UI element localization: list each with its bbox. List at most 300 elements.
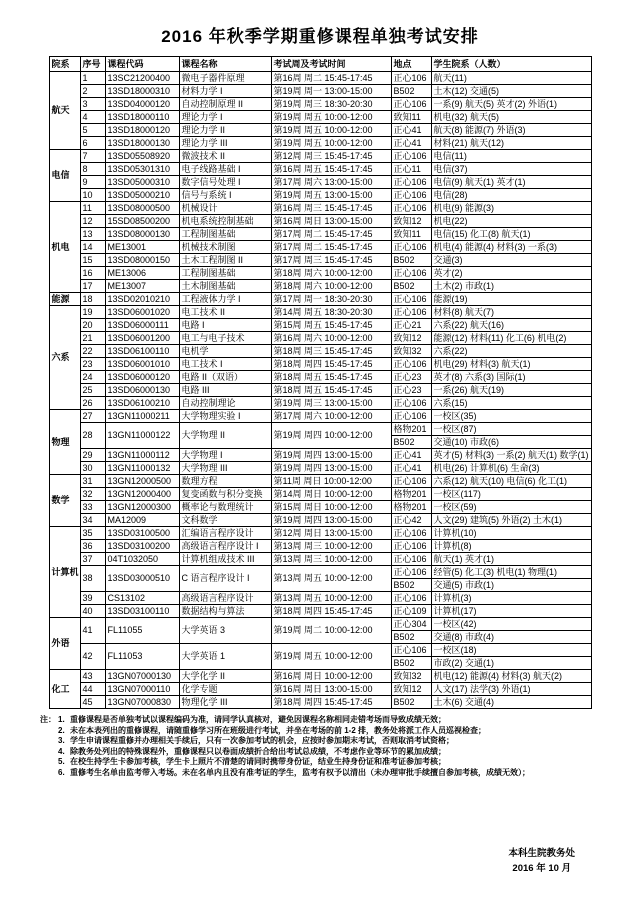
course-code-cell: 13SD06000111 xyxy=(105,319,179,332)
students-cell: 交通(5) 市政(1) xyxy=(431,579,591,592)
students-cell: 土木(2) 市政(1) xyxy=(431,280,591,293)
table-body xyxy=(49,72,591,709)
table-row xyxy=(49,280,591,293)
exam-time-cell: 第19周 周二 10:00-12:00 xyxy=(271,618,391,644)
note-item xyxy=(40,768,600,779)
seq-cell: 19 xyxy=(80,306,105,319)
students-cell: 机电(12) 能源(4) 材料(3) 航天(2) xyxy=(431,670,591,683)
seq-cell: 10 xyxy=(80,189,105,202)
exam-time-cell: 第14周 周日 10:00-12:00 xyxy=(271,488,391,501)
course-name-cell: 材料力学 I xyxy=(179,85,271,98)
location-cell: 致知12 xyxy=(391,332,431,345)
course-code-cell: 13SD08000500 xyxy=(105,202,179,215)
course-code-cell: MA12009 xyxy=(105,514,179,527)
table-row xyxy=(49,358,591,371)
location-cell: 正心106 xyxy=(391,293,431,306)
dept-cell: 数学 xyxy=(49,475,80,527)
location-cell: B502 xyxy=(391,280,431,293)
course-name-cell: C 语言程序设计 I xyxy=(179,566,271,592)
dept-cell: 机电 xyxy=(49,202,80,293)
location-cell: B502 xyxy=(391,436,431,449)
location-cell: 正心106 xyxy=(391,72,431,85)
students-cell: 一校区(35) xyxy=(431,410,591,423)
course-code-cell: 13GN07000110 xyxy=(105,683,179,696)
location-cell: 正心41 xyxy=(391,449,431,462)
note-number: 6. xyxy=(58,767,65,777)
course-name-cell: 电工技术 I xyxy=(179,358,271,371)
course-name-cell: 电工与电子技术 xyxy=(179,332,271,345)
seq-cell: 6 xyxy=(80,137,105,150)
exam-time-cell: 第19周 周四 10:00-12:00 xyxy=(271,423,391,449)
dept-cell: 物理 xyxy=(49,410,80,475)
seq-cell: 7 xyxy=(80,150,105,163)
note-number: 1. xyxy=(58,715,65,724)
location-cell: 正心106 xyxy=(391,553,431,566)
course-name-cell: 自动控制原理 II xyxy=(179,98,271,111)
location-cell: 致知32 xyxy=(391,670,431,683)
students-cell: 英才(8) 六系(3) 国际(1) xyxy=(431,371,591,384)
course-name-cell: 数字信号处理 I xyxy=(179,176,271,189)
students-cell: 人文(29) 建筑(5) 外语(2) 土木(1) xyxy=(431,514,591,527)
note-text: 学生申请课程重修并办理相关手续后，只有一次参加考试的机会，应按时参加期末考试，否则取消考试资格； xyxy=(70,736,454,745)
course-name-cell: 大学物理实验 I xyxy=(179,410,271,423)
table-row xyxy=(49,644,591,657)
column-header: 地点 xyxy=(391,57,431,72)
table-row xyxy=(49,319,591,332)
students-cell: 一校区(59) xyxy=(431,501,591,514)
course-name-cell: 大学英语 3 xyxy=(179,618,271,644)
exam-time-cell: 第17周 周二 15:45-17:45 xyxy=(271,241,391,254)
table-row xyxy=(49,124,591,137)
note-item xyxy=(40,757,600,768)
exam-time-cell: 第12周 周三 15:45-17:45 xyxy=(271,150,391,163)
table-row xyxy=(49,150,591,163)
students-cell: 一校区(18) xyxy=(431,644,591,657)
location-cell: 正心106 xyxy=(391,410,431,423)
exam-time-cell: 第17周 周六 10:00-12:00 xyxy=(271,410,391,423)
students-cell: 土木(6) 交通(4) xyxy=(431,696,591,709)
exam-time-cell: 第16周 周日 10:00-12:00 xyxy=(271,670,391,683)
table-row xyxy=(49,137,591,150)
course-code-cell: 13SD18000120 xyxy=(105,124,179,137)
exam-time-cell: 第16周 周六 10:00-12:00 xyxy=(271,332,391,345)
seq-cell: 35 xyxy=(80,527,105,540)
location-cell: 正心106 xyxy=(391,241,431,254)
table-row xyxy=(49,72,591,85)
page-title: 2016 年秋季学期重修课程单独考试安排 xyxy=(161,27,479,46)
seq-cell: 36 xyxy=(80,540,105,553)
course-code-cell: 13GN07000830 xyxy=(105,696,179,709)
exam-time-cell: 第11周 周日 10:00-12:00 xyxy=(271,475,391,488)
table-row xyxy=(49,618,591,631)
students-cell: 六系(22) 航天(16) xyxy=(431,319,591,332)
course-code-cell: 13SD05000210 xyxy=(105,189,179,202)
students-cell: 六系(12) 航天(10) 电信(6) 化工(1) xyxy=(431,475,591,488)
course-name-cell: 高级语言程序设计 I xyxy=(179,540,271,553)
course-code-cell: 04T1032050 xyxy=(105,553,179,566)
course-name-cell: 微波技术 II xyxy=(179,150,271,163)
course-name-cell: 自动控制理论 xyxy=(179,397,271,410)
course-name-cell: 电路 III xyxy=(179,384,271,397)
table-row xyxy=(49,449,591,462)
course-name-cell: 微电子器件原理 xyxy=(179,72,271,85)
students-cell: 电信(15) 化工(8) 航天(1) xyxy=(431,228,591,241)
location-cell: 正心106 xyxy=(391,358,431,371)
students-cell: 航天(11) xyxy=(431,72,591,85)
column-header: 课程代码 xyxy=(105,57,179,72)
exam-time-cell: 第16周 周五 15:45-17:45 xyxy=(271,163,391,176)
note-text: 除教务处列出的特殊课程外，重修课程只以卷面成绩折合给出考试总成绩，不考虑作业等环节的累加成绩； xyxy=(70,746,446,756)
course-code-cell: 13SD06000120 xyxy=(105,371,179,384)
course-name-cell: 计算机组成技术 III xyxy=(179,553,271,566)
course-code-cell: ME13007 xyxy=(105,280,179,293)
column-header: 考试周及考试时间 xyxy=(271,57,391,72)
notes-list xyxy=(40,715,600,778)
location-cell: 正心304 xyxy=(391,618,431,631)
exam-time-cell: 第16周 周日 13:00-15:00 xyxy=(271,215,391,228)
exam-time-cell: 第17周 周六 13:00-15:00 xyxy=(271,176,391,189)
notes-section xyxy=(40,715,600,778)
course-code-cell: 13GN12000400 xyxy=(105,488,179,501)
table-row xyxy=(49,566,591,579)
students-cell: 航天(8) 能源(7) 外语(3) xyxy=(431,124,591,137)
location-cell: B502 xyxy=(391,696,431,709)
column-header: 院系 xyxy=(49,57,80,72)
table-row xyxy=(49,111,591,124)
course-code-cell: CS13102 xyxy=(105,592,179,605)
course-name-cell: 数理方程 xyxy=(179,475,271,488)
seq-cell: 3 xyxy=(80,98,105,111)
seq-cell: 34 xyxy=(80,514,105,527)
course-code-cell: 13SD02010210 xyxy=(105,293,179,306)
students-cell: 航天(1) 英才(1) xyxy=(431,553,591,566)
table-row xyxy=(49,683,591,696)
course-code-cell: 13SD05301310 xyxy=(105,163,179,176)
course-code-cell: ME13001 xyxy=(105,241,179,254)
course-name-cell: 信号与系统 I xyxy=(179,189,271,202)
course-name-cell: 工程制图基础 xyxy=(179,267,271,280)
seq-cell: 20 xyxy=(80,319,105,332)
table-row xyxy=(49,241,591,254)
column-header: 序号 xyxy=(80,57,105,72)
location-cell: 正心106 xyxy=(391,202,431,215)
course-name-cell: 大学物理 III xyxy=(179,462,271,475)
exam-time-cell: 第19周 周四 13:00-15:00 xyxy=(271,462,391,475)
table-row xyxy=(49,228,591,241)
students-cell: 交通(10) 市政(6) xyxy=(431,436,591,449)
course-name-cell: 汇编语言程序设计 xyxy=(179,527,271,540)
location-cell: 格物201 xyxy=(391,488,431,501)
seq-cell: 30 xyxy=(80,462,105,475)
course-code-cell: 13SD03100200 xyxy=(105,540,179,553)
course-code-cell: 13SD05508920 xyxy=(105,150,179,163)
location-cell: 正心41 xyxy=(391,124,431,137)
course-code-cell: 13SD03100110 xyxy=(105,605,179,618)
table-row xyxy=(49,215,591,228)
location-cell: 正心21 xyxy=(391,319,431,332)
course-code-cell: 13SD06000130 xyxy=(105,384,179,397)
course-code-cell: 13SD18000310 xyxy=(105,85,179,98)
course-name-cell: 大学英语 1 xyxy=(179,644,271,670)
course-code-cell: 13SD05000310 xyxy=(105,176,179,189)
course-code-cell: 13SD06100210 xyxy=(105,397,179,410)
course-name-cell: 概率论与数理统计 xyxy=(179,501,271,514)
exam-time-cell: 第17周 周一 18:30-20:30 xyxy=(271,293,391,306)
students-cell: 英才(5) 材料(3) 一系(2) 航天(1) 数学(1) xyxy=(431,449,591,462)
exam-time-cell: 第14周 周五 18:30-20:30 xyxy=(271,306,391,319)
course-name-cell: 大学物理 I xyxy=(179,449,271,462)
students-cell: 交通(3) xyxy=(431,254,591,267)
location-cell: 正心106 xyxy=(391,397,431,410)
course-name-cell: 大学化学 II xyxy=(179,670,271,683)
course-name-cell: 理论力学 III xyxy=(179,137,271,150)
course-name-cell: 电路 I xyxy=(179,319,271,332)
exam-schedule-table xyxy=(49,56,592,709)
students-cell: 人文(17) 法学(3) 外语(1) xyxy=(431,683,591,696)
course-code-cell: 13SD18000130 xyxy=(105,137,179,150)
course-code-cell: FL11055 xyxy=(105,618,179,644)
seq-cell: 24 xyxy=(80,371,105,384)
course-code-cell: 13SD08000150 xyxy=(105,254,179,267)
exam-time-cell: 第19周 周三 18:30-20:30 xyxy=(271,98,391,111)
course-name-cell: 工程液体力学 I xyxy=(179,293,271,306)
students-cell: 一校区(42) xyxy=(431,618,591,631)
students-cell: 土木(12) 交通(5) xyxy=(431,85,591,98)
seq-cell: 31 xyxy=(80,475,105,488)
location-cell: 正心41 xyxy=(391,137,431,150)
seq-cell: 4 xyxy=(80,111,105,124)
location-cell: 正心106 xyxy=(391,527,431,540)
seq-cell: 1 xyxy=(80,72,105,85)
seq-cell: 11 xyxy=(80,202,105,215)
students-cell: 一系(26) 航天(19) xyxy=(431,384,591,397)
course-code-cell: 13SD06001200 xyxy=(105,332,179,345)
exam-time-cell: 第18周 周五 15:45-17:45 xyxy=(271,384,391,397)
table-row xyxy=(49,267,591,280)
location-cell: B502 xyxy=(391,254,431,267)
exam-time-cell: 第18周 周四 15:45-17:45 xyxy=(271,696,391,709)
seq-cell: 5 xyxy=(80,124,105,137)
note-text: 在校生持学生卡参加考核，学生卡上照片不清楚的请同时携带身份证，结业生持身份证和准考证参加考核； xyxy=(70,757,446,766)
students-cell: 一校区(117) xyxy=(431,488,591,501)
exam-time-cell: 第18周 周四 15:45-17:45 xyxy=(271,358,391,371)
students-cell: 机电(26) 计算机(6) 生命(3) xyxy=(431,462,591,475)
table-row xyxy=(49,540,591,553)
column-header: 课程名称 xyxy=(179,57,271,72)
table-row xyxy=(49,254,591,267)
course-code-cell: 13GN12000300 xyxy=(105,501,179,514)
header-row xyxy=(49,57,591,72)
dept-cell: 外语 xyxy=(49,618,80,670)
table-row xyxy=(49,371,591,384)
students-cell: 机电(9) 能源(3) xyxy=(431,202,591,215)
table-row xyxy=(49,696,591,709)
dept-cell: 航天 xyxy=(49,72,80,150)
table-row xyxy=(49,85,591,98)
location-cell: 正心106 xyxy=(391,306,431,319)
table-row xyxy=(49,202,591,215)
course-code-cell: 13SD06100110 xyxy=(105,345,179,358)
note-prefix: 注： xyxy=(40,715,56,724)
exam-time-cell: 第17周 周二 15:45-17:45 xyxy=(271,228,391,241)
course-name-cell: 工程制图基础 xyxy=(179,228,271,241)
table-row xyxy=(49,163,591,176)
location-cell: 正心106 xyxy=(391,592,431,605)
students-cell: 经管(5) 化工(3) 机电(1) 物理(1) xyxy=(431,566,591,579)
course-name-cell: 数据结构与算法 xyxy=(179,605,271,618)
exam-time-cell: 第19周 周一 13:00-15:00 xyxy=(271,85,391,98)
seq-cell: 15 xyxy=(80,254,105,267)
table-row xyxy=(49,98,591,111)
signature-date: 2016 年 10 月 xyxy=(512,863,572,874)
course-code-cell: 13GN11000132 xyxy=(105,462,179,475)
seq-cell: 27 xyxy=(80,410,105,423)
course-name-cell: 机械技术制图 xyxy=(179,241,271,254)
course-code-cell: 13SD03000510 xyxy=(105,566,179,592)
seq-cell: 45 xyxy=(80,696,105,709)
exam-time-cell: 第13周 周三 10:00-12:00 xyxy=(271,553,391,566)
course-code-cell: 13SD18000110 xyxy=(105,111,179,124)
table-row xyxy=(49,592,591,605)
seq-cell: 44 xyxy=(80,683,105,696)
course-code-cell: 13SD03100500 xyxy=(105,527,179,540)
exam-time-cell: 第13周 周五 10:00-12:00 xyxy=(271,566,391,592)
location-cell: 正心23 xyxy=(391,371,431,384)
seq-cell: 9 xyxy=(80,176,105,189)
table-row xyxy=(49,293,591,306)
exam-time-cell: 第18周 周四 15:45-17:45 xyxy=(271,605,391,618)
course-name-cell: 电工技术 II xyxy=(179,306,271,319)
exam-time-cell: 第19周 周五 10:00-12:00 xyxy=(271,644,391,670)
table-row xyxy=(49,462,591,475)
students-cell: 能源(19) xyxy=(431,293,591,306)
course-code-cell: 13GN11000112 xyxy=(105,449,179,462)
table-row xyxy=(49,397,591,410)
seq-cell: 43 xyxy=(80,670,105,683)
table-row xyxy=(49,306,591,319)
seq-cell: 14 xyxy=(80,241,105,254)
exam-time-cell: 第13周 周五 10:00-12:00 xyxy=(271,592,391,605)
location-cell: 正心106 xyxy=(391,150,431,163)
table-row xyxy=(49,527,591,540)
seq-cell: 38 xyxy=(80,566,105,592)
location-cell: 正心106 xyxy=(391,98,431,111)
location-cell: 正心106 xyxy=(391,475,431,488)
location-cell: 正心41 xyxy=(391,462,431,475)
note-item xyxy=(40,747,600,758)
location-cell: 致知11 xyxy=(391,111,431,124)
course-name-cell: 理论力学 I xyxy=(179,111,271,124)
location-cell: B502 xyxy=(391,631,431,644)
dept-cell: 计算机 xyxy=(49,527,80,618)
location-cell: 正心106 xyxy=(391,267,431,280)
table-row xyxy=(49,384,591,397)
seq-cell: 28 xyxy=(80,423,105,449)
note-item xyxy=(40,715,600,726)
students-cell: 机电(22) xyxy=(431,215,591,228)
note-number: 2. xyxy=(58,725,65,735)
seq-cell: 39 xyxy=(80,592,105,605)
location-cell: 格物201 xyxy=(391,423,431,436)
seq-cell: 21 xyxy=(80,332,105,345)
table-row xyxy=(49,553,591,566)
exam-time-cell: 第19周 周五 13:00-15:00 xyxy=(271,189,391,202)
location-cell: 致知32 xyxy=(391,345,431,358)
exam-time-cell: 第18周 周六 10:00-12:00 xyxy=(271,267,391,280)
table-row xyxy=(49,410,591,423)
location-cell: 致知11 xyxy=(391,228,431,241)
exam-time-cell: 第19周 周四 13:00-15:00 xyxy=(271,514,391,527)
students-cell: 材料(8) 航天(7) xyxy=(431,306,591,319)
course-name-cell: 机械设计 xyxy=(179,202,271,215)
note-number: 5. xyxy=(58,757,65,766)
course-name-cell: 化学专题 xyxy=(179,683,271,696)
table-row xyxy=(49,176,591,189)
seq-cell: 41 xyxy=(80,618,105,644)
course-name-cell: 电机学 xyxy=(179,345,271,358)
table-row xyxy=(49,501,591,514)
course-name-cell: 大学物理 II xyxy=(179,423,271,449)
exam-time-cell: 第19周 周三 13:00-15:00 xyxy=(271,397,391,410)
exam-time-cell: 第16周 周三 15:45-17:45 xyxy=(271,202,391,215)
location-cell: 正心109 xyxy=(391,605,431,618)
table-row xyxy=(49,423,591,436)
table-row xyxy=(49,514,591,527)
seq-cell: 33 xyxy=(80,501,105,514)
location-cell: 致知12 xyxy=(391,215,431,228)
exam-time-cell: 第19周 周五 10:00-12:00 xyxy=(271,137,391,150)
table-row xyxy=(49,488,591,501)
students-cell: 电信(9) 航天(1) 英才(1) xyxy=(431,176,591,189)
exam-time-cell: 第15周 周五 15:45-17:45 xyxy=(271,319,391,332)
course-name-cell: 理论力学 II xyxy=(179,124,271,137)
exam-time-cell: 第18周 周六 10:00-12:00 xyxy=(271,280,391,293)
note-text: 重修考生名单由监考带入考场。未在名单内且没有准考证的学生，监考有权予以清出（未办理审批手续擅自参加考核，成绩无效）； xyxy=(70,767,530,777)
students-cell: 一校区(87) xyxy=(431,423,591,436)
course-code-cell: 13SC21200400 xyxy=(105,72,179,85)
table-row xyxy=(49,189,591,202)
location-cell: 正心106 xyxy=(391,540,431,553)
seq-cell: 29 xyxy=(80,449,105,462)
location-cell: 正心42 xyxy=(391,514,431,527)
students-cell: 能源(12) 材料(11) 化工(6) 机电(2) xyxy=(431,332,591,345)
students-cell: 市政(2) 交通(1) xyxy=(431,657,591,670)
seq-cell: 13 xyxy=(80,228,105,241)
exam-time-cell: 第16周 周日 13:00-15:00 xyxy=(271,683,391,696)
location-cell: 正心106 xyxy=(391,644,431,657)
note-number: 3. xyxy=(58,736,65,745)
course-name-cell: 土木制图基础 xyxy=(179,280,271,293)
students-cell: 计算机(17) xyxy=(431,605,591,618)
dept-cell: 电信 xyxy=(49,150,80,202)
note-item xyxy=(40,726,600,737)
location-cell: B502 xyxy=(391,657,431,670)
students-cell: 六系(22) xyxy=(431,345,591,358)
location-cell: 正心11 xyxy=(391,163,431,176)
note-number: 4. xyxy=(58,746,65,756)
course-code-cell: 13GN11000122 xyxy=(105,423,179,449)
seq-cell: 40 xyxy=(80,605,105,618)
dept-cell: 化工 xyxy=(49,670,80,709)
location-cell: 致知12 xyxy=(391,683,431,696)
students-cell: 电信(11) xyxy=(431,150,591,163)
students-cell: 机电(32) 航天(5) xyxy=(431,111,591,124)
course-code-cell: 13SD06001010 xyxy=(105,358,179,371)
exam-time-cell: 第19周 周五 10:00-12:00 xyxy=(271,111,391,124)
course-code-cell: 13GN12000500 xyxy=(105,475,179,488)
seq-cell: 42 xyxy=(80,644,105,670)
table-row xyxy=(49,475,591,488)
